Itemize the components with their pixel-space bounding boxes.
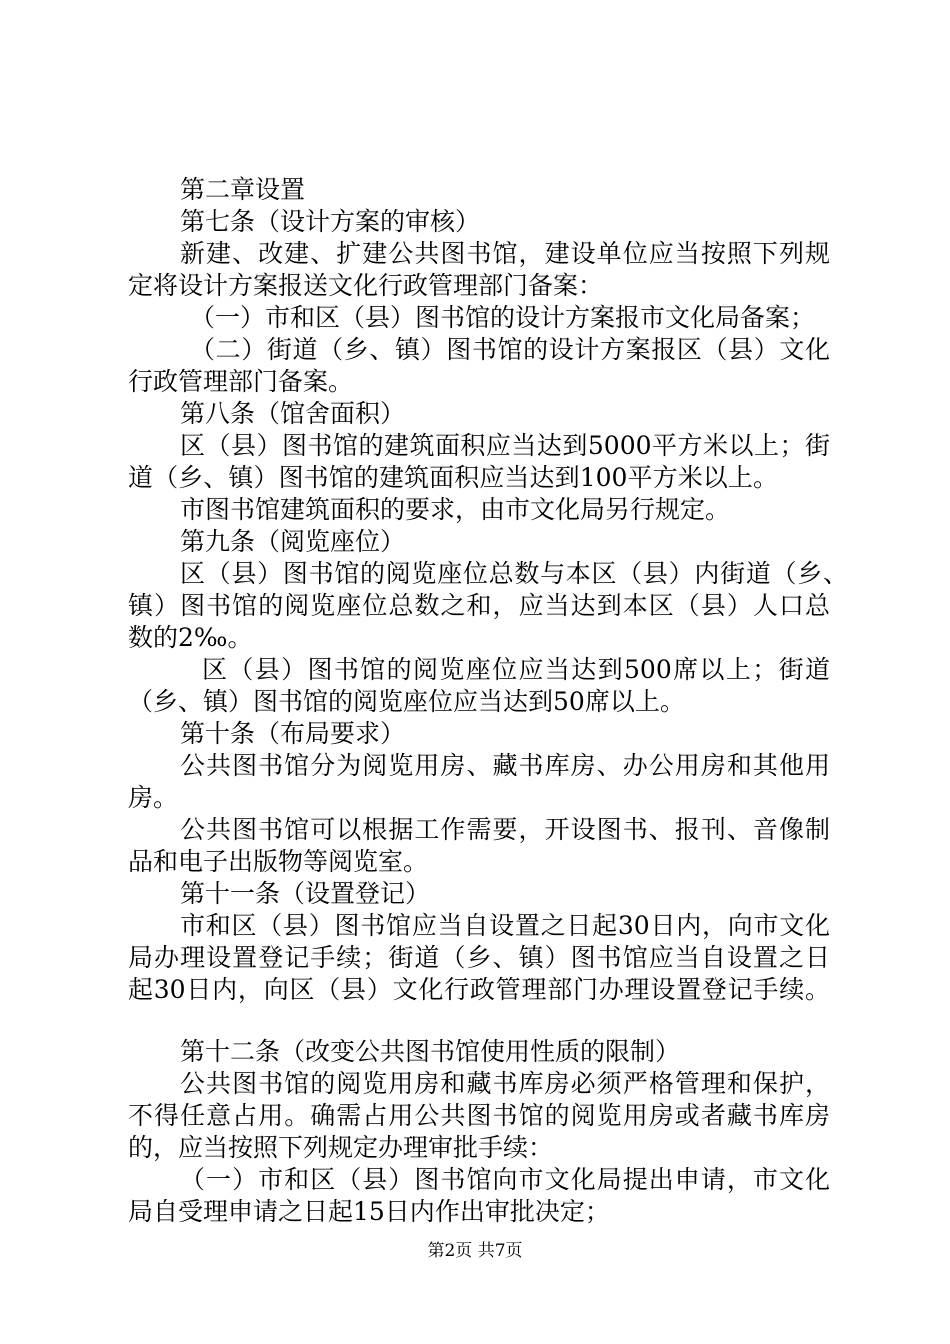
text-line: 镇）图书馆的阅览座位总数之和，应当达到本区（县）人口总 [128, 591, 830, 620]
article-8-heading: 第八条（馆舍面积） [180, 399, 406, 428]
text-line: 的，应当按照下列规定办理审批手续： [128, 1133, 554, 1162]
text-line: 道（乡、镇）图书馆的建筑面积应当达到100平方米以上。 [128, 463, 778, 492]
text-line: 数的2‰。 [128, 623, 253, 652]
article-12-heading: 第十二条（改变公共图书馆使用性质的限制） [180, 1037, 681, 1066]
text-line: 行政管理部门备案。 [128, 367, 354, 396]
text-line: 定将设计方案报送文化行政管理部门备案： [128, 271, 604, 300]
text-line: 房。 [128, 783, 179, 812]
text-line: （二）街道（乡、镇）图书馆的设计方案报区（县）文化 [190, 335, 830, 364]
chapter-heading: 第二章设置 [180, 175, 306, 204]
text-line: 区（县）图书馆的阅览座位应当达到500席以上；街道 [202, 655, 830, 684]
text-line: 品和电子出版物等阅览室。 [128, 847, 429, 876]
text-line: 局办理设置登记手续；街道（乡、镇）图书馆应当自设置之日 [128, 943, 830, 972]
article-9-heading: 第九条（阅览座位） [180, 527, 406, 556]
text-line: 区（县）图书馆的阅览座位总数与本区（县）内街道（乡、 [180, 559, 848, 588]
text-line: 区（县）图书馆的建筑面积应当达到5000平方米以上；街 [180, 431, 830, 460]
article-7-heading: 第七条（设计方案的审核） [180, 207, 481, 236]
text-line: 市和区（县）图书馆应当自设置之日起30日内，向市文化 [180, 911, 830, 940]
text-line: 市图书馆建筑面积的要求，由市文化局另行规定。 [180, 495, 731, 524]
article-10-heading: 第十条（布局要求） [180, 719, 406, 748]
page-footer: 第2页 共7页 [427, 1241, 523, 1261]
text-line: 新建、改建、扩建公共图书馆，建设单位应当按照下列规 [180, 239, 830, 268]
text-line: （一）市和区（县）图书馆的设计方案报市文化局备案； [190, 303, 816, 332]
text-line: 起30日内，向区（县）文化行政管理部门办理设置登记手续。 [128, 975, 830, 1004]
article-11-heading: 第十一条（设置登记） [180, 879, 431, 908]
text-line: （乡、镇）图书馆的阅览座位应当达到50席以上。 [128, 687, 685, 716]
text-line: 公共图书馆分为阅览用房、藏书库房、办公用房和其他用 [180, 751, 830, 780]
text-line: （一）市和区（县）图书馆向市文化局提出申请，市文化 [180, 1165, 830, 1194]
text-line: 公共图书馆可以根据工作需要，开设图书、报刊、音像制 [180, 815, 830, 844]
text-line: 公共图书馆的阅览用房和藏书库房必须严格管理和保护， [180, 1069, 830, 1098]
text-line: 局自受理申请之日起15日内作出审批决定； [128, 1197, 610, 1226]
text-line: 不得任意占用。确需占用公共图书馆的阅览用房或者藏书库房 [128, 1101, 830, 1130]
